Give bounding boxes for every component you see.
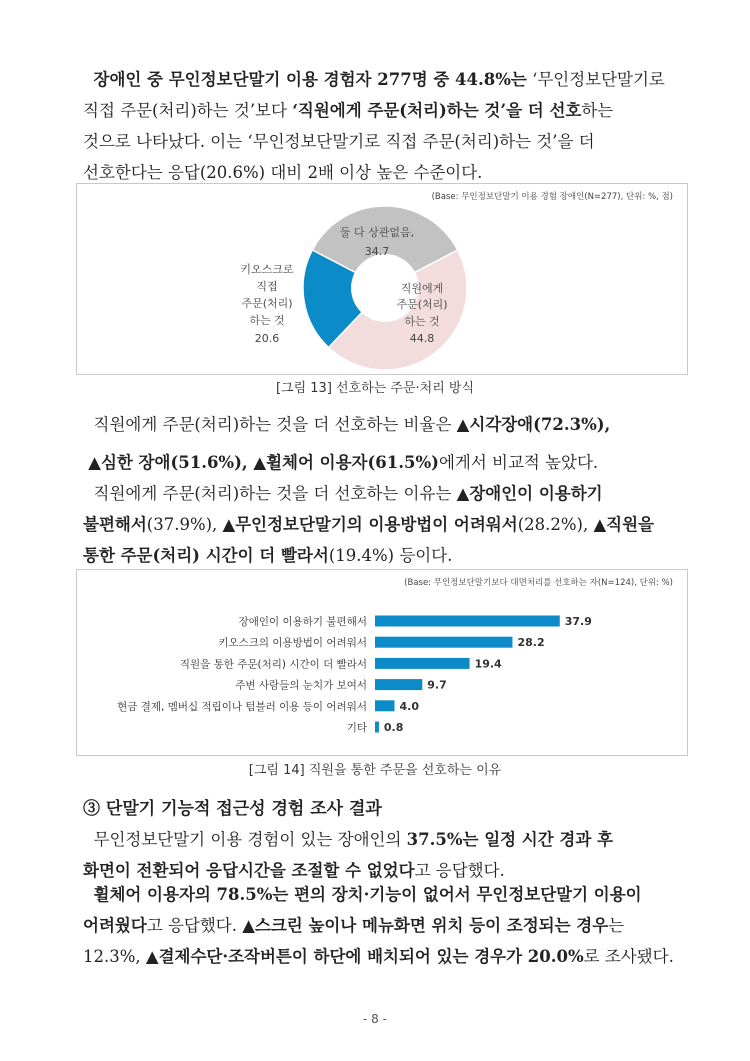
- bar-category-label: 기타: [346, 722, 367, 734]
- p2-line-2: ▲심한 장애(51.6%), ▲휠체어 이용자(61.5%)에게서 비교적 높았다.: [88, 453, 599, 472]
- p3-line-1: 직원에게 주문(처리)하는 것을 더 선호하는 이유는 ▲장애인이 이용하기: [93, 484, 603, 503]
- bar: [375, 637, 512, 648]
- bar-category-label: 주변 사람들의 눈치가 보여서: [235, 679, 367, 692]
- bar-value-label: 19.4: [474, 657, 502, 671]
- bar-category-label: 현금 결제, 멤버십 적립이나 텀블러 이용 등이 어려워서: [117, 700, 367, 713]
- s3p2-line-1: 휠체어 이용자의 78.5%는 편의 장치·기능이 없어서 무인정보단말기 이용이: [93, 885, 642, 904]
- bar-category-label: 직원을 통한 주문(처리) 시간이 더 빨라서: [179, 658, 367, 671]
- bar-category-label: 키오스크의 이용방법이 어려워서: [218, 637, 367, 650]
- pie-chart: [77, 184, 687, 374]
- p1-line-1: 장애인 중 무인정보단말기 이용 경험자 277명 중 44.8%는 ‘무인정보단말기로: [93, 70, 665, 89]
- pie-label-neither-value: 34.7: [364, 245, 390, 258]
- figure-13-base-note: (Base: 무인정보단말기 이용 경험 장애인(N=277), 단위: %, 점): [431, 192, 673, 202]
- p1-line-3: 것으로 나타났다. 이는 ‘무인정보단말기로 직접 주문(처리)하는 것’을 더: [83, 132, 595, 151]
- figure-14-base-note: (Base: 무인정보단말기보다 대면처리를 선호하는 자(N=124), 단위: %): [404, 578, 673, 588]
- pie-label-staff-value: 44.8: [409, 332, 435, 345]
- pie-label-staff-line3: 하는 것: [404, 315, 440, 328]
- figure-14-box: [76, 569, 688, 756]
- p3-line-3: 통한 주문(처리) 시간이 더 빨라서(19.4%) 등이다.: [83, 546, 453, 565]
- figure-13-box: [76, 183, 688, 375]
- bar-chart: [77, 570, 687, 755]
- p1-line-4: 선호한다는 응답(20.6%) 대비 2배 이상 높은 수준이다.: [83, 163, 483, 182]
- section-3-heading: ③ 단말기 기능적 접근성 경험 조사 결과: [83, 799, 382, 819]
- page-number: - 8 -: [363, 1012, 387, 1026]
- pie-label-neither-name: 둘 다 상관없음,: [339, 226, 415, 239]
- s3p1-line-2: 화면이 전환되어 응답시간을 조절할 수 없었다고 응답했다.: [83, 861, 505, 880]
- bar: [375, 700, 395, 711]
- s3p2-line-2: 어려웠다고 응답했다. ▲스크린 높이나 메뉴화면 위치 등이 조정되는 경우는: [83, 916, 625, 935]
- bar-category-label: 장애인이 이용하기 불편해서: [238, 616, 367, 628]
- pie-label-staff-line1: 직원에게: [400, 282, 444, 295]
- paragraph-preference-reasons: [83, 478, 683, 571]
- paragraph-preference-by-group: [83, 409, 683, 478]
- bar-value-label: 37.9: [564, 615, 592, 628]
- paragraph-response-time: [83, 824, 683, 886]
- pie-label-kiosk-value: 20.6: [254, 332, 280, 345]
- p1-line-2: 직접 주문(처리)하는 것’보다 ‘직원에게 주문(처리)하는 것’을 더 선호하는: [83, 101, 614, 120]
- pie-label-kiosk-line4: 하는 것: [249, 314, 285, 327]
- bar: [375, 679, 422, 690]
- figure-13-caption: [그림 13] 선호하는 주문·처리 방식: [275, 381, 475, 396]
- pie-label-kiosk-line3: 주문(처리): [241, 297, 293, 310]
- pie-label-kiosk-line1: 키오스크로: [240, 263, 294, 276]
- pie-label-staff-line2: 주문(처리): [396, 298, 448, 311]
- bar-value-label: 9.7: [427, 678, 447, 692]
- p2-line-1: 직원에게 주문(처리)하는 것을 더 선호하는 비율은 ▲시각장애(72.3%),: [93, 415, 611, 434]
- s3p1-line-1: 무인정보단말기 이용 경험이 있는 장애인의 37.5%는 일정 시간 경과 후: [93, 830, 613, 849]
- p3-line-2: 불편해서(37.9%), ▲무인정보단말기의 이용방법이 어려워서(28.2%), ▲직원을: [83, 515, 654, 534]
- paragraph-wheelchair: [83, 879, 683, 972]
- bar-value-label: 28.2: [517, 636, 545, 650]
- bar: [375, 616, 560, 627]
- pie-label-kiosk-line2: 직접: [256, 280, 278, 293]
- bar: [375, 658, 470, 669]
- bar-value-label: 0.8: [383, 721, 404, 734]
- paragraph-preference-summary: [83, 64, 683, 188]
- figure-14-caption: [그림 14] 직원을 통한 주문을 선호하는 이유: [248, 763, 502, 778]
- bar-value-label: 4.0: [399, 699, 419, 713]
- s3p2-line-3: 12.3%, ▲결제수단·조작버튼이 하단에 배치되어 있는 경우가 20.0%로 조사됐다.: [83, 947, 674, 966]
- bar: [375, 722, 379, 733]
